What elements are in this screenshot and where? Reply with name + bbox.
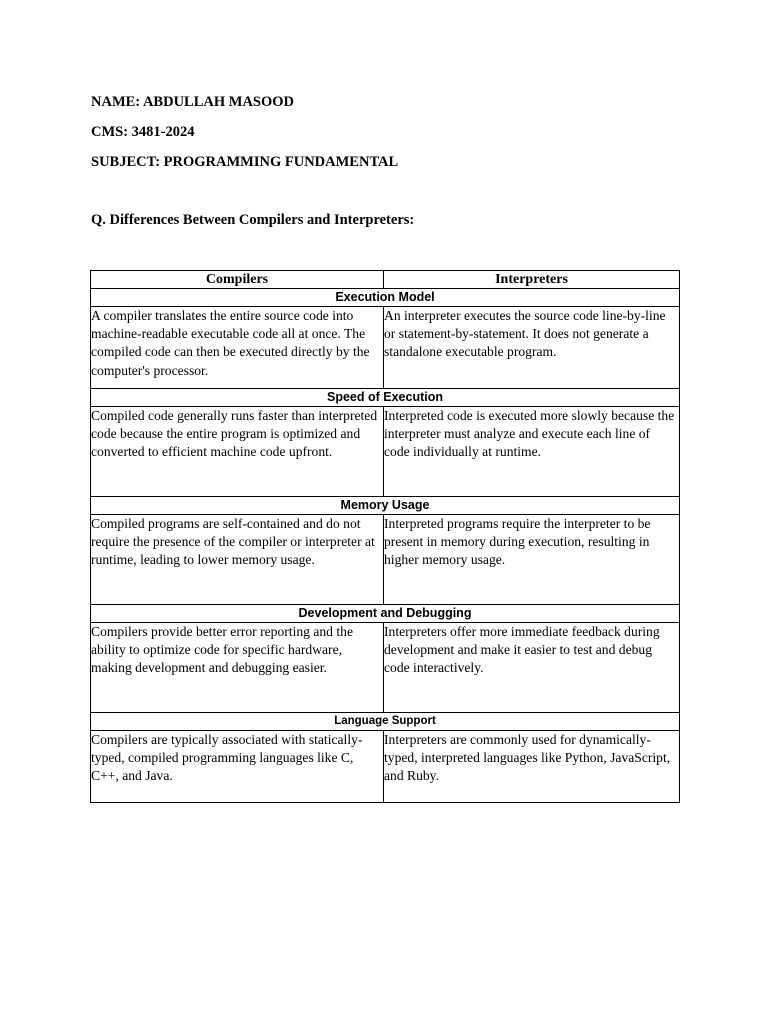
interpreters-cell: Interpreted programs require the interpreter to be present in memory during execution, resulting in higher memory usage. [384, 515, 680, 605]
table-row [91, 623, 680, 713]
compilers-cell: A compiler translates the entire source code into machine-readable executable code all at once. The compiled code can then be executed directly by the computer's processor. [91, 307, 384, 389]
column-header-interpreters: Interpreters [384, 271, 680, 289]
compilers-cell: Compiled code generally runs faster than interpreted code because the entire program is optimized and converted to efficient machine code upfront. [91, 407, 384, 497]
question-heading: Q. Differences Between Compilers and Interpreters: [91, 212, 415, 228]
section-title-row [91, 289, 680, 307]
interpreters-cell: Interpreters offer more immediate feedback during development and make it easier to test and debug code interactively. [384, 623, 680, 713]
cms-number: CMS: 3481-2024 [91, 124, 195, 140]
table-row [91, 307, 680, 389]
section-title-row [91, 497, 680, 515]
interpreters-cell: Interpreted code is executed more slowly because the interpreter must analyze and execute each line of code individually at runtime. [384, 407, 680, 497]
table-row [91, 731, 680, 803]
section-title-memory-usage: Memory Usage [91, 497, 680, 515]
section-title-development-and-debugging: Development and Debugging [91, 605, 680, 623]
compilers-cell: Compilers are typically associated with statically-typed, compiled programming languages like C, C++, and Java. [91, 731, 384, 803]
section-title-execution-model: Execution Model [91, 289, 680, 307]
table-header-row [91, 271, 680, 289]
section-title-row [91, 605, 680, 623]
section-title-language-support: Language Support [91, 713, 680, 731]
section-title-row [91, 713, 680, 731]
compilers-cell: Compiled programs are self-contained and do not require the presence of the compiler or interpreter at runtime, leading to lower memory usage. [91, 515, 384, 605]
section-title-speed-of-execution: Speed of Execution [91, 389, 680, 407]
subject-line: SUBJECT: PROGRAMMING FUNDAMENTAL [91, 154, 399, 170]
table-row [91, 407, 680, 497]
student-name: NAME: ABDULLAH MASOOD [91, 94, 295, 110]
comparison-table [90, 270, 680, 803]
interpreters-cell: Interpreters are commonly used for dynamically-typed, interpreted languages like Python, JavaScript, and Ruby. [384, 731, 680, 803]
table-row [91, 515, 680, 605]
compilers-cell: Compilers provide better error reporting and the ability to optimize code for specific hardware, making development and debugging easier. [91, 623, 384, 713]
interpreters-cell: An interpreter executes the source code line-by-line or statement-by-statement. It does not generate a standalone executable program. [384, 307, 680, 389]
column-header-compilers: Compilers [91, 271, 384, 289]
section-title-row [91, 389, 680, 407]
